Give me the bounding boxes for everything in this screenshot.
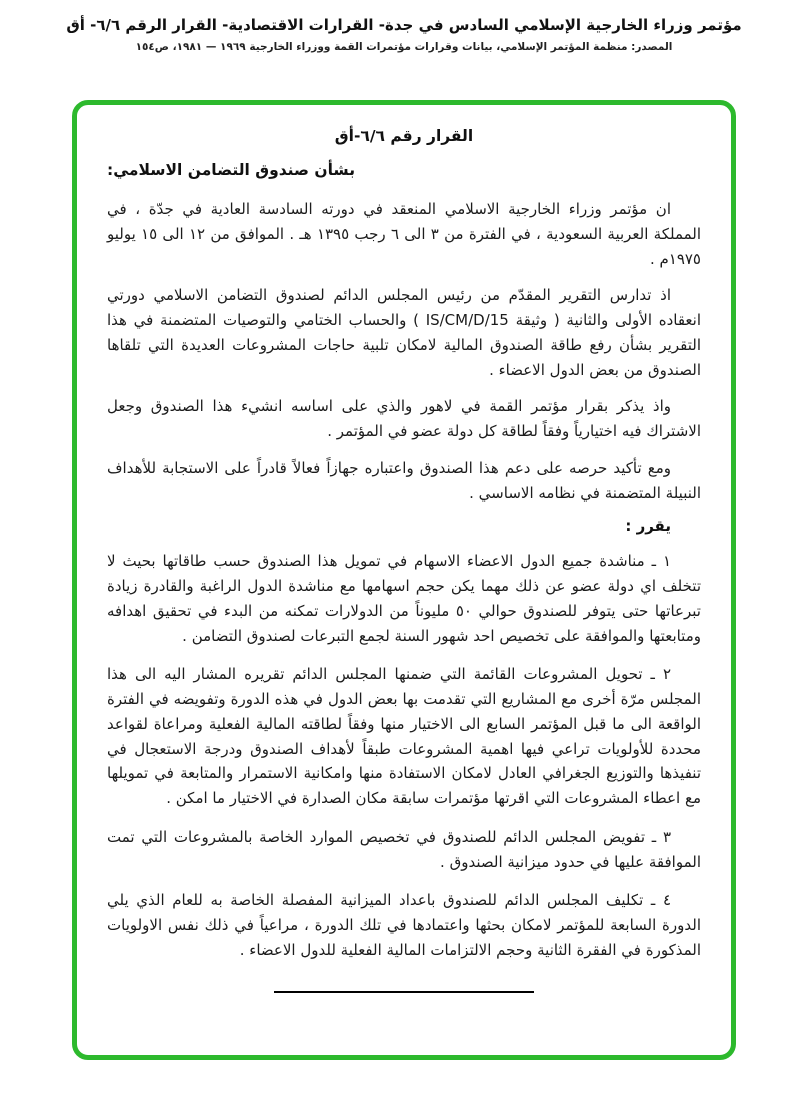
resolution-item-1: ١ ـ مناشدة جميع الدول الاعضاء الاسهام في تمويل هذا الصندوق حسب طاقاتها بحيث لا تتخلف اي دولة عضو عن ذلك مهما يكن حجم اسهامها مع مناشدة الدول الراغبة والقادرة زيادة تبرعاتها حتى يتوفر للصندوق حوالي ٥٠ مليوناً من الدولارات تمكنه من البدء في تحقيق اهدافه ومتابعتها والموافقة على تخصيص احد شهور السنة لجمع التبرعات لصندوق التضامن .: [107, 552, 701, 645]
resolution-title: القرار رقم ٦/٦-أق: [334, 127, 474, 145]
resolution-item-2: ٢ ـ تحويل المشروعات القائمة التي ضمنها المجلس الدائم تقريره المشار اليه الى هذا المجلس مرّة أخرى مع المشاريع التي تقدمت بها بعض الدول في هذه الدورة وتفويضه في الفترة الواقعة الى ما قبل المؤتمر السابع الى الاختيار منها وفقاً لطاقته المالية الفعلية ومراعاة لقواعد محددة للأولويات تراعي فيها اهمية المشروعات طبقاً لأهداف الصندوق ودرجة الاستعجال في تنفيذها والتوزيع الجغرافي العادل لامكان الاستفادة منها وامكانية الاستمرار والمتابعة في تمويلها مع اعطاء المشروعات التي اقرتها مؤتمرات سابقة مكان الصدارة في الاختيار ما امكن .: [107, 665, 701, 807]
header-source-line: المصدر: منظمة المؤتمر الإسلامي، بيانات وقرارات مؤتمرات القمة ووزراء الخارجية ١٩٦٩ — ١٩٨١، ص١٥٤: [135, 41, 673, 53]
preamble-paragraph-4: ومع تأكيد حرصه على دعم هذا الصندوق واعتباره جهازاً فعالاً قادراً على الاستجابة للأهداف النبيلة المتضمنة في نظامه الاساسي .: [107, 458, 701, 502]
preamble-paragraph-3: واذ يذكر بقرار مؤتمر القمة في لاهور والذي على اساسه انشيء هذا الصندوق وجعل الاشتراك فيه اختيارياً وفقاً لطاقة كل دولة عضو في المؤتمر .: [107, 397, 701, 440]
resolution-subject: بشأن صندوق التضامن الاسلامي:: [107, 161, 356, 179]
page-header: [0, 0, 808, 53]
resolution-item-4: ٤ ـ تكليف المجلس الدائم للصندوق باعداد الميزانية المفصلة الخاصة به للعام الذي يلي الدورة السابعة للمؤتمر لامكان بحثها واعتمادها في تلك الدورة ، مراعياً في ذلك نفس الاولويات المذكورة في الفقرة الثانية وحجم الالتزامات المالية الفعلية للدول الاعضاء .: [107, 891, 701, 959]
header-citation-line: مؤتمر وزراء الخارجية الإسلامي السادس في جدة- القرارات الاقتصادية- القرار الرقم ٦/٦- أق: [66, 16, 742, 34]
decides-label: يقرر :: [625, 517, 671, 536]
footer-separator-line: [274, 991, 534, 993]
resolution-item-3: ٣ ـ تفويض المجلس الدائم للصندوق في تخصيص الموارد الخاصة بالمشروعات التي تمت الموافقة عليها في حدود ميزانية الصندوق .: [107, 827, 701, 871]
preamble-paragraph-2: اذ تدارس التقرير المقدّم من رئيس المجلس الدائم لصندوق التضامن الاسلامي دورتي انعقاده الأولى والثانية ( وثيقة IS/CM/D/15 ) والحساب الختامي والتوصيات المتضمنة في هذا التقرير بشأن رفع طاقة الصندوق المالية لامكان تلبية حاجات المشروعات العديدة التي تلقاها الصندوق من بعض الدول الاعضاء .: [107, 286, 702, 379]
document-green-frame: [72, 100, 736, 1060]
preamble-paragraph-1: ان مؤتمر وزراء الخارجية الاسلامي المنعقد في دورته السادسة العادية في جدّة ، في المملكة العربية السعودية ، في الفترة من ٣ الى ٦ رجب ١٣٩٥ هـ . الموافق من ١٢ الى ١٥ يوليو ١٩٧٥م .: [107, 200, 702, 268]
